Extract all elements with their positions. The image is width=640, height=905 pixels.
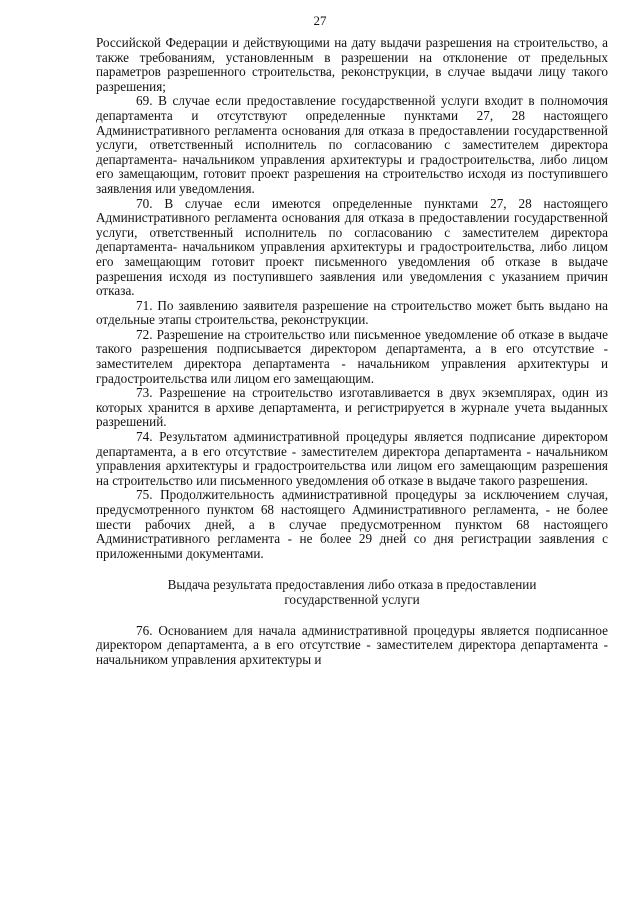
paragraph-71: 71. По заявлению заявителя разрешение на строительство может быть выдано на отдельные этапы строительства, реконструкции. [96,297,608,328]
paragraph-70: 70. В случае если имеются определенные пунктами 27, 28 настоящего Административного регламента основания для отказа в предоставлении государственной услуги, ответственный исполнитель по согласованию с заместителем директора департамента- начальником управления архитектуры и градостроительства, либо лицом его замещающим готовит проект письменного уведомления об отказе в выдаче разрешения исходя из поступившего заявления или уведомления с указанием причин отказа. [96,195,608,299]
section-heading-line-1: Выдача результата предоставления либо отказа в предоставлении [167,577,537,593]
paragraph-69: 69. В случае если предоставление государственной услуги входит в полномочия департамента и отсутствуют определенные пунктами 27, 28 настоящего Административного регламента основания для отказа в предоставлении государственной услуги, ответственный исполнитель по согласованию с заместителем директора департамента- начальником управления архитектуры и градостроительства, либо лицом его замещающим, готовит проект разрешения на строительство исходя из поступившего заявления или уведомления. [96,93,608,196]
paragraph-continuation: Российской Федерации и действующими на дату выдачи разрешения на строительство, а также требованиям, установленным в разрешении на отклонение от предельных параметров разрешенного строительства, реконструкции, в случае выдачи лицу такого разрешения; [96,35,608,94]
section-heading [96,578,608,607]
paragraph-74: 74. Результатом административной процедуры является подписание директором департамента, а в его отсутствие - заместителем директора департамента - начальником управления архитектуры и градостроительства или лицом его замещающим разрешения на строительство или письменного уведомления об отказе в выдаче такого разрешения. [96,429,608,488]
page-number: 27 [313,13,327,28]
paragraph-75: 75. Продолжительность административной процедуры за исключением случая, предусмотренного пунктом 68 настоящего Административного регламента, - не более шести рабочих дней, а в случае предусмотренном пунктом 68 настоящего Административного регламента - не более 29 дней со дня регистрации заявления с приложенными документами. [96,487,608,561]
section-heading-line-2: государственной услуги [284,591,420,607]
paragraph-73: 73. Разрешение на строительство изготавливается в двух экземплярах, один из которых хранится в архиве департамента, и регистрируется в журнале учета выданных разрешений. [96,385,608,430]
document-body [96,36,608,667]
paragraph-76: 76. Основанием для начала административной процедуры является подписанное директором департамента, а в его отсутствие - заместителем директора департамента - начальником управления архитектуры и [96,622,608,667]
paragraph-72: 72. Разрешение на строительство или письменное уведомление об отказе в выдаче такого разрешения подписывается директором департамента, а в его отсутствие - заместителем директора департамента - начальником управления архитектуры и градостроительства или лицом его замещающим. [96,326,608,386]
